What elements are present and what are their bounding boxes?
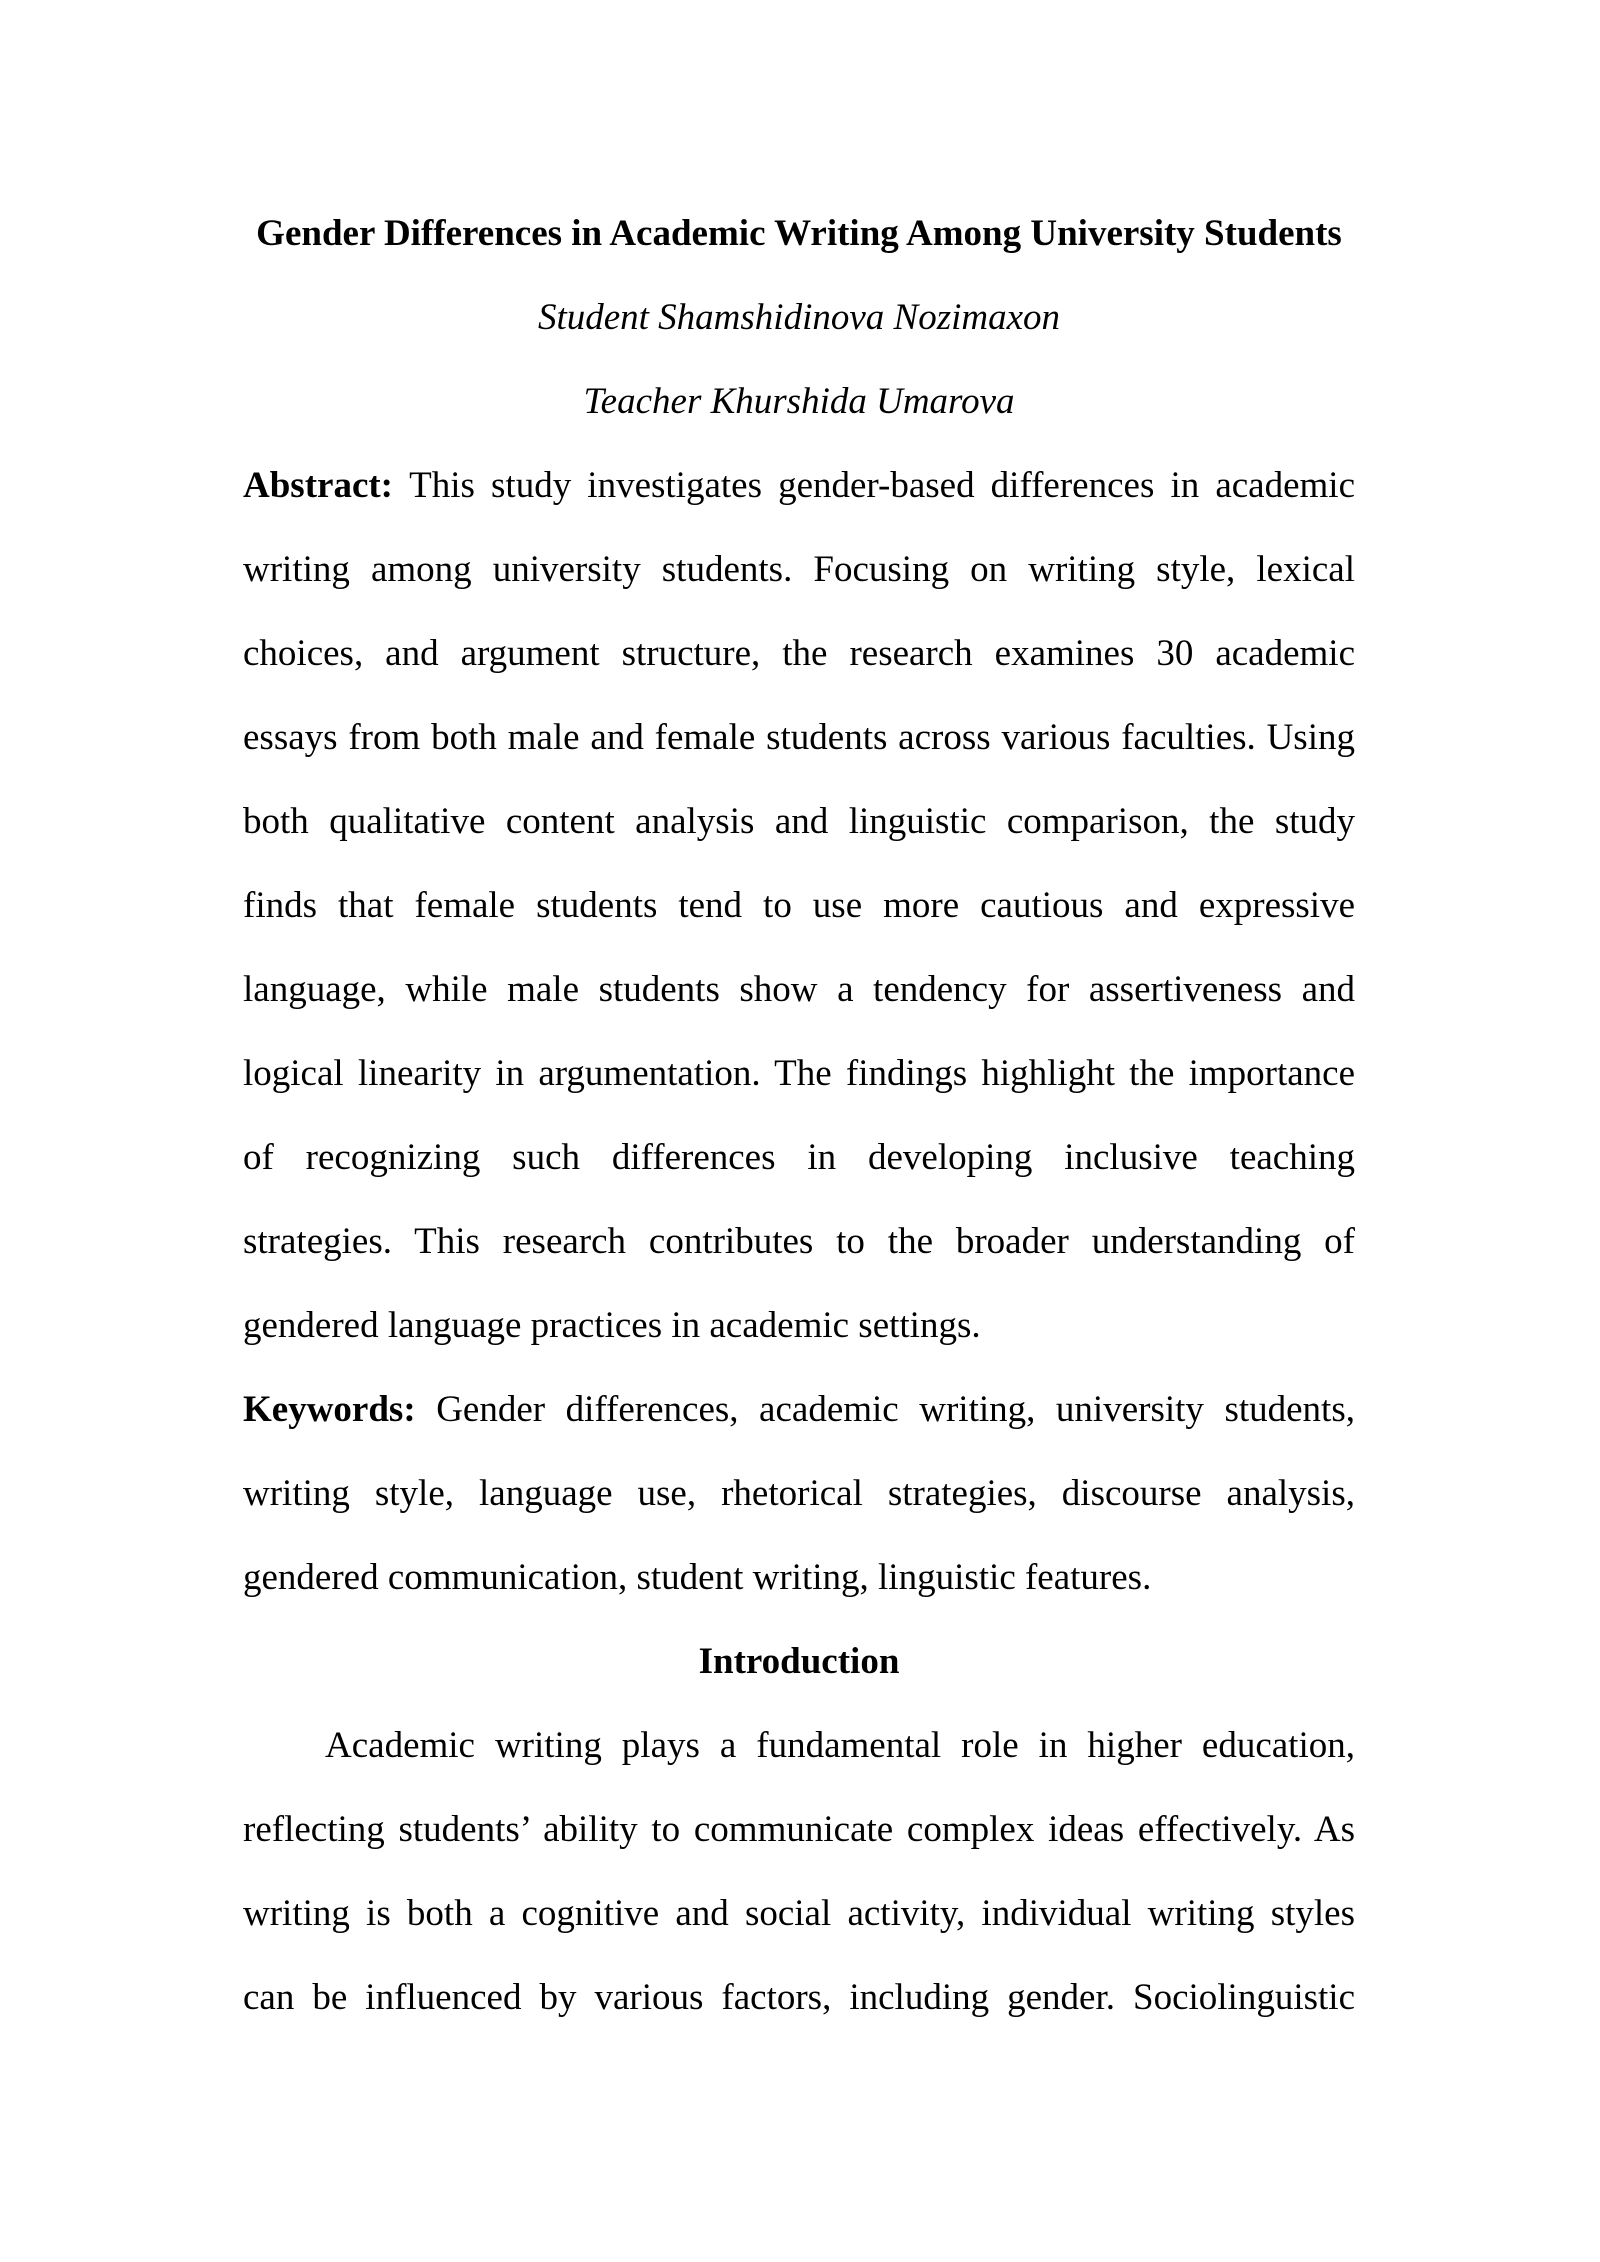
- abstract-line: language, while male students show a tendency for assertiveness and: [243, 969, 1355, 1010]
- abstract-label: Abstract:: [243, 465, 410, 506]
- keywords-line: [243, 1368, 1355, 1452]
- keywords-label: Keywords:: [243, 1389, 437, 1430]
- abstract-line: both qualitative content analysis and linguistic comparison, the study: [243, 801, 1355, 842]
- abstract-line: [243, 444, 1355, 528]
- abstract-line: finds that female students tend to use more cautious and expressive: [243, 885, 1355, 926]
- keywords-line: gendered communication, student writing, linguistic features.: [243, 1557, 1152, 1598]
- introduction-paragraph: [243, 1704, 1355, 2040]
- byline-student: Student Shamshidinova Nozimaxon: [537, 297, 1061, 338]
- abstract-line: writing among university students. Focusing on writing style, lexical: [243, 549, 1355, 590]
- abstract-paragraph: [243, 444, 1355, 1368]
- keywords-paragraph: [243, 1368, 1355, 1620]
- keywords-line-text: Gender differences, academic writing, university students,: [436, 1389, 1355, 1430]
- abstract-line: choices, and argument structure, the research examines 30 academic: [243, 633, 1355, 674]
- abstract-line: logical linearity in argumentation. The findings highlight the importance: [243, 1053, 1355, 1094]
- abstract-line: gendered language practices in academic settings.: [243, 1305, 981, 1346]
- abstract-line: of recognizing such differences in developing inclusive teaching: [243, 1137, 1355, 1178]
- introduction-line: can be influenced by various factors, including gender. Sociolinguistic: [243, 1977, 1355, 2018]
- abstract-line: strategies. This research contributes to the broader understanding of: [243, 1221, 1355, 1262]
- keywords-line: writing style, language use, rhetorical strategies, discourse analysis,: [243, 1473, 1355, 1514]
- introduction-line: writing is both a cognitive and social activity, individual writing styles: [243, 1893, 1355, 1934]
- abstract-line-text: This study investigates gender-based differences in academic: [409, 465, 1355, 506]
- abstract-line: essays from both male and female students across various faculties. Using: [243, 717, 1355, 758]
- introduction-line: reflecting students’ ability to communicate complex ideas effectively. As: [243, 1809, 1355, 1850]
- introduction-heading: Introduction: [698, 1641, 900, 1682]
- introduction-line: Academic writing plays a fundamental role in higher education,: [325, 1725, 1355, 1766]
- page-title: Gender Differences in Academic Writing Among University Students: [256, 213, 1342, 254]
- byline-teacher: Teacher Khurshida Umarova: [583, 381, 1015, 422]
